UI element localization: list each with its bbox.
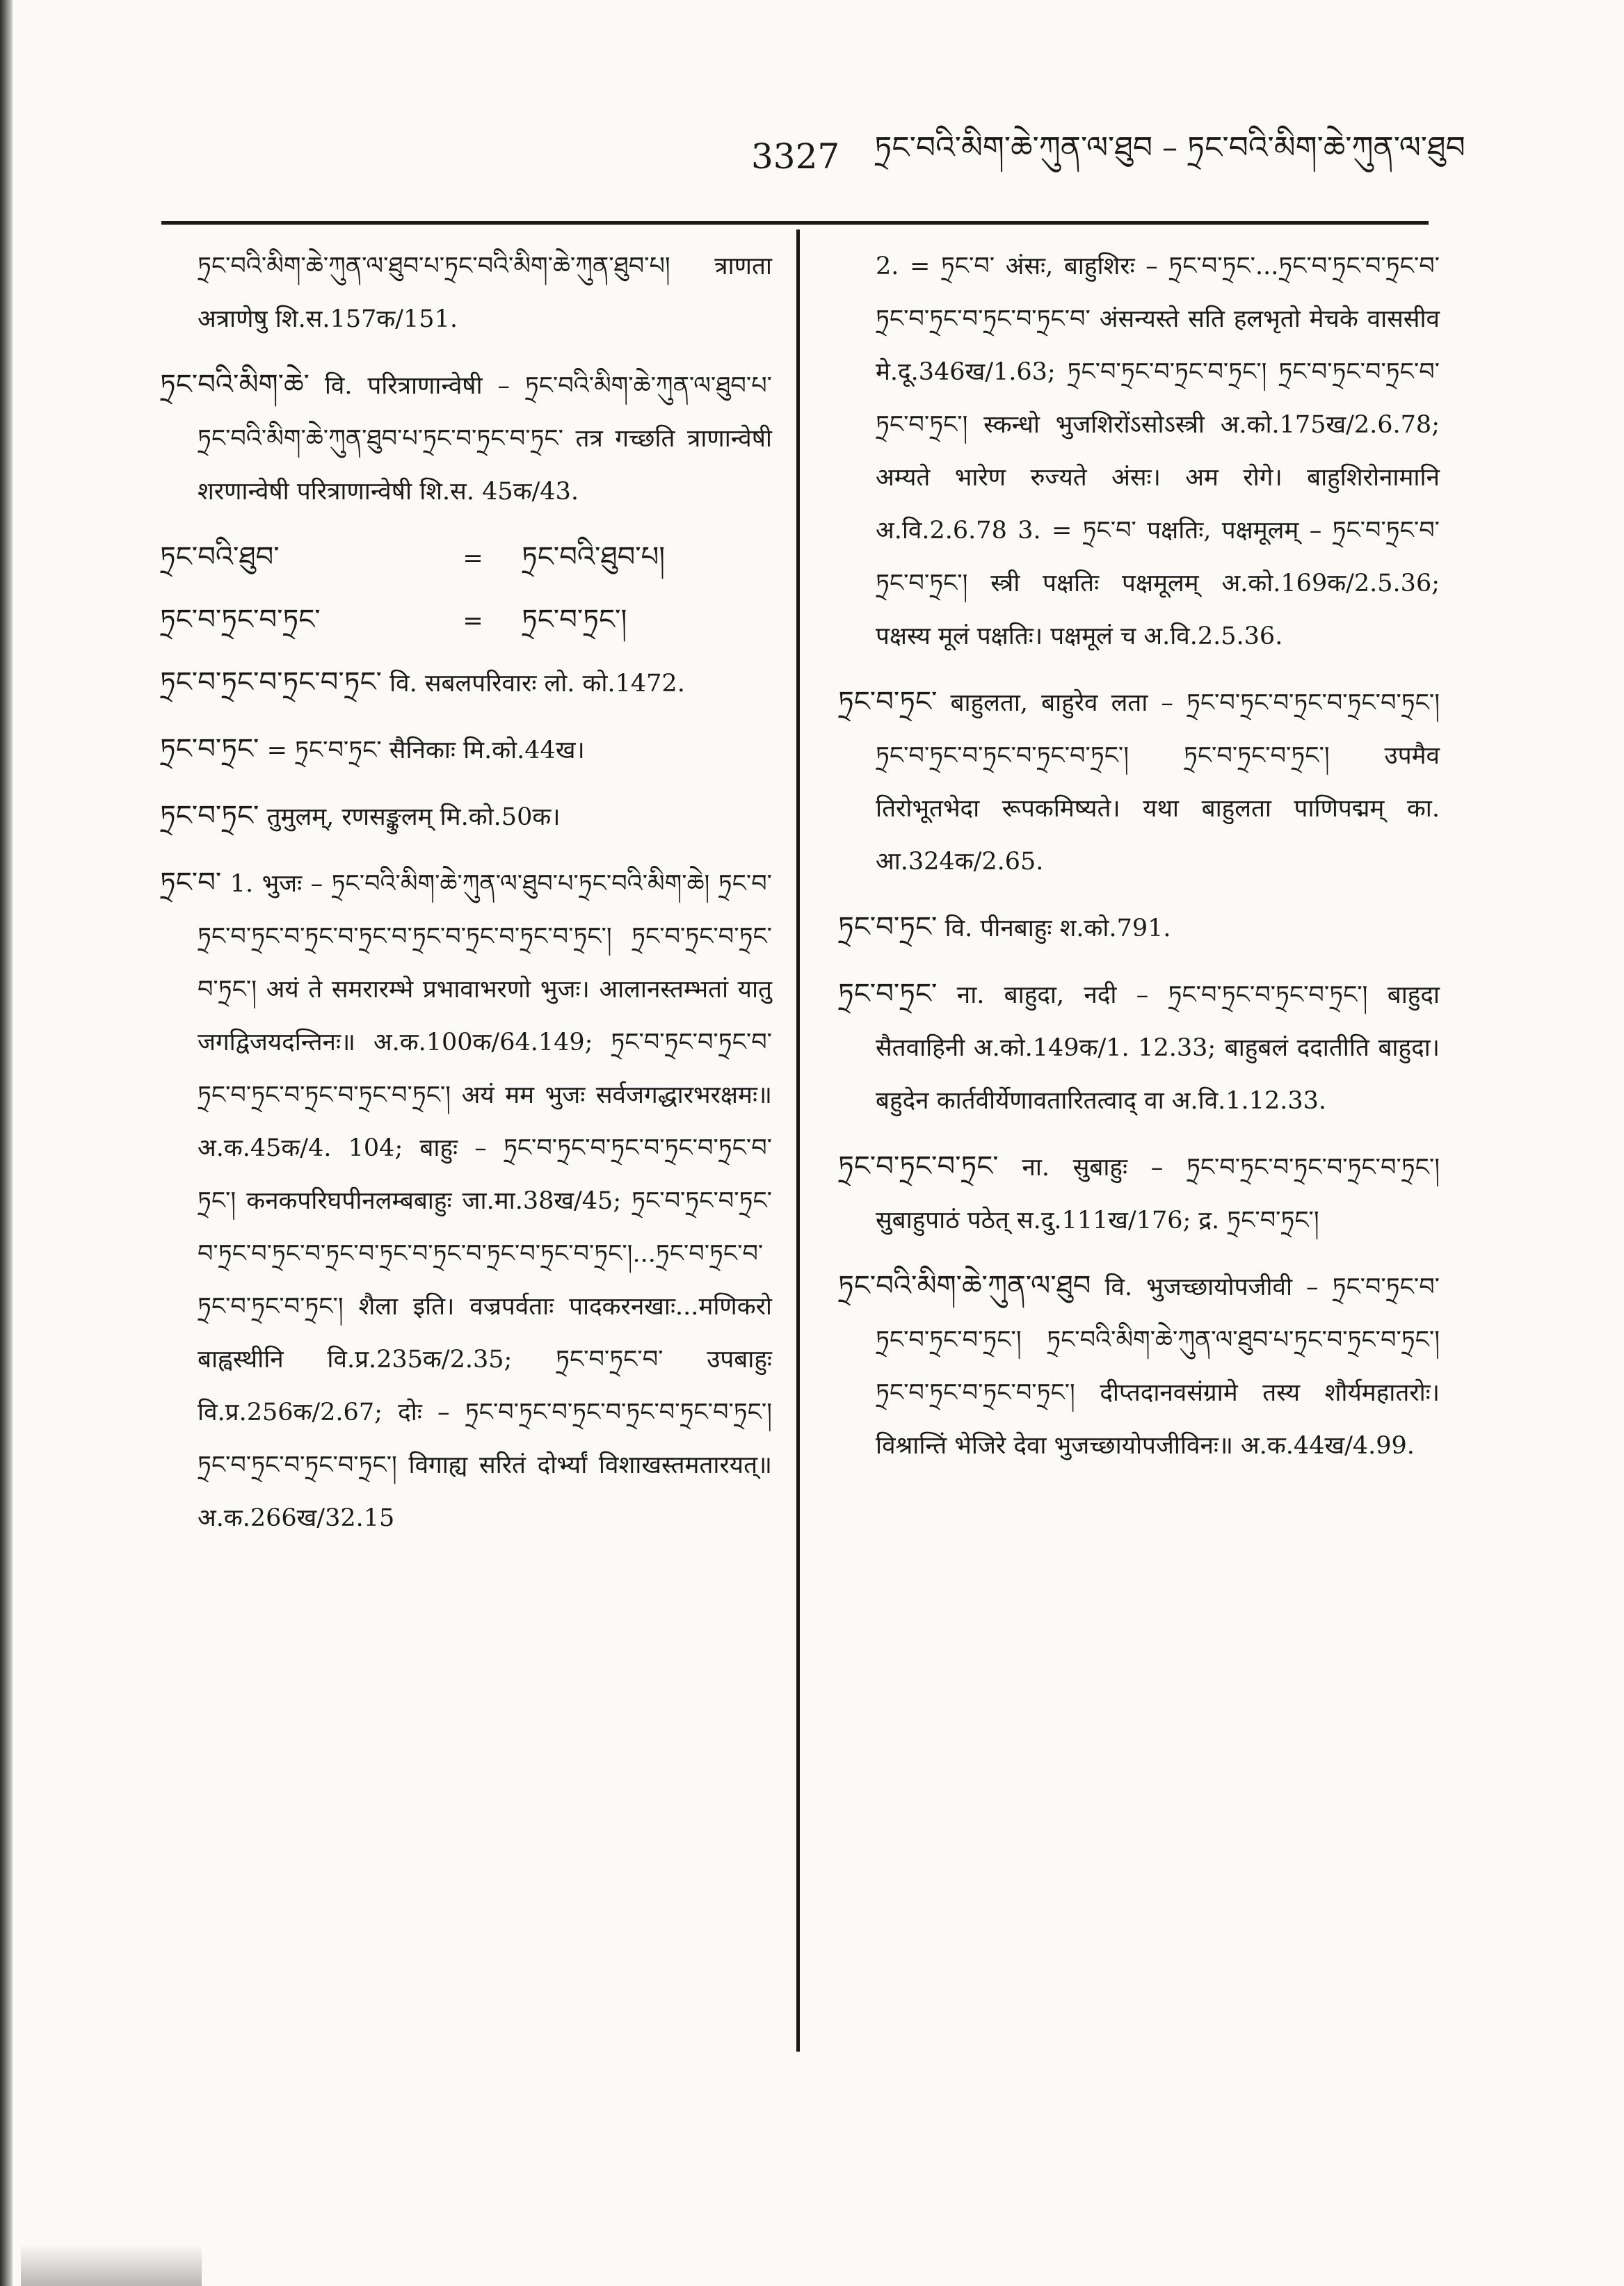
dictionary-entry [160, 723, 772, 777]
page-header [751, 129, 1465, 184]
entry-body: 1. भुजः – ཏྲང་བའི་མིག་ཆེ་ཀུན་ལ་ཐུབ་པ་ཏྲང་བའི་མིག་ཆེ། ཏྲང་བ་ཏྲང་བ་ཏྲང་བ་ཏྲང་བ་ཏྲང་བ་ཏྲང་བ་ཏྲང་བ་ཏྲང་བ་ཏྲང་། ཏྲང་བ་ཏྲང་བ་ཏྲང་བ་ཏྲང་། अयं ते समरारम्भे प्रभावाभरणो भुजः। आलानस्तम्भतां यातु जगद्विजयदन्तिनः॥ अ.क.100क/64.149; ཏྲང་བ་ཏྲང་བ་ཏྲང་བ་ཏྲང་བ་ཏྲང་བ་ཏྲང་བ་ཏྲང་བ་ཏྲང་། अयं मम भुजः सर्वजगद्धारभरक्षमः॥ अ.क.45क/4. 104; बाहुः – ཏྲང་བ་ཏྲང་བ་ཏྲང་བ་ཏྲང་བ་ཏྲང་བ་ཏྲང་། कनकपरिघपीनलम्बबाहुः जा.मा.38ख/45; ཏྲང་བ་ཏྲང་བ་ཏྲང་བ་ཏྲང་བ་ཏྲང་བ་ཏྲང་བ་ཏྲང་བ་ཏྲང་བ་ཏྲང་བ་ཏྲང་བ་ཏྲང་།...ཏྲང་བ་ཏྲང་བ་ཏྲང་བ་ཏྲང་བ་ཏྲང་། शैला इति। वज्रपर्वताः पादकरनखाः...मणिकरो बाह्वस्थीनि वि.प्र.235क/2.35; ཏྲང་བ་ཏྲང་བ་ उपबाहुः वि.प्र.256क/2.67; दोः – ཏྲང་བ་ཏྲང་བ་ཏྲང་བ་ཏྲང་བ་ཏྲང་བ་ཏྲང་། ཏྲང་བ་ཏྲང་བ་ཏྲང་བ་ཏྲང་། विगाह्य सरितं दोर्भ्यां विशाखस्तमतारयत्॥ अ.क.266ख/32.15 [198, 870, 772, 1532]
equals-sign: = [463, 545, 483, 572]
entry-headword: ཏྲང་བ་ཏྲང་བ་ཏྲང་ [838, 1150, 999, 1182]
entry-headword: ཏྲང་བ་ཏྲང་ [160, 733, 259, 765]
scan-artifact [21, 2244, 202, 2286]
page-number: 3327 [751, 136, 840, 177]
dictionary-entry [838, 967, 1440, 1127]
dictionary-entry [838, 1259, 1440, 1472]
continued-entry: 2. = ཏྲང་བ་ अंसः, बाहुशिरः – ཏྲང་བ་ཏྲང་...ཏྲང་བ་ཏྲང་བ་ཏྲང་བ་ཏྲང་བ་ཏྲང་བ་ཏྲང་བ་ཏྲང་བ་ अंसन्यस्ते सति हलभृतो मेचके वाससीव मे.दू.346ख/1.63; ཏྲང་བ་ཏྲང་བ་ཏྲང་བ་ཏྲང་། ཏྲང་བ་ཏྲང་བ་ཏྲང་བ་ཏྲང་བ་ཏྲང་། स्कन्धो भुजशिरोंऽसोऽस्त्री अ.को.175ख/2.6.78; अम्यते भारेण रुज्यते अंसः। अम रोगे। बाहुशिरोनामानि अ.वि.2.6.78 3. = ཏྲང་བ་ पक्षतिः, पक्षमूलम् – ཏྲང་བ་ཏྲང་བ་ཏྲང་བ་ཏྲང་། स्त्री पक्षतिः पक्षमूलम् अ.को.169क/2.5.36; पक्षस्य मूलं पक्षतिः। पक्षमूलं च अ.वि.2.5.36. [876, 252, 1440, 650]
entry-headword: ཏྲང་བའི་མིག་ཆེ་ [160, 369, 309, 401]
dictionary-entry [838, 901, 1440, 955]
cross-reference-target: ཏྲང་བ་ཏྲང་། [522, 604, 627, 636]
cross-reference-target: ཏྲང་བའི་ཐུབ་པ། [522, 541, 666, 573]
running-head: ཏྲང་བའི་མིག་ཆེ་ཀུན་ལ་ཐུབ – ཏྲང་བའི་མིག་ཆེ་ཀུན་ལ་ཐུབ [874, 130, 1465, 166]
entry-headword: ཏྲང་བ་ [160, 867, 222, 899]
dictionary-entry [160, 856, 772, 1545]
entry-headword: ཏྲང་བ་ཏྲང་ [838, 978, 938, 1010]
entry-headword: ཏྲང་བ་ཏྲང་ [838, 911, 938, 943]
dictionary-entry [160, 789, 772, 844]
dictionary-entry [838, 1140, 1440, 1247]
dictionary-entry [160, 358, 772, 518]
column-divider [796, 230, 800, 2052]
cross-reference [160, 593, 772, 647]
entry-headword: ཏྲང་བ་ཏྲང་ [838, 686, 938, 718]
dictionary-entry [838, 675, 1440, 888]
entry-body: वि. सबलपरिवारः लो. को.1472. [389, 670, 685, 698]
entry-body: ना. सुबाहुः – ཏྲང་བ་ཏྲང་བ་ཏྲང་བ་ཏྲང་བ་ཏྲང་། सुबाहुपाठं पठेत् स.दु.111ख/176; द्र. ཏྲང་བ་ཏྲང་། [876, 1154, 1440, 1234]
entry-headword: ཏྲང་བའི་མིག་ཆེ་ཀུན་ལ་ཐུབ [838, 1270, 1091, 1302]
entry-body: तुमुलम्, रणसङ्कुलम् मि.को.50क। [266, 803, 561, 831]
header-rule [161, 221, 1429, 225]
entry-headword: ཏྲང་བ་ཏྲང་བ་ཏྲང་བ་ཏྲང་ [160, 666, 382, 698]
cross-reference [160, 531, 772, 585]
entry-body: बाहुलता, बाहुरेव लता – ཏྲང་བ་ཏྲང་བ་ཏྲང་བ་ཏྲང་བ་ཏྲང་། ཏྲང་བ་ཏྲང་བ་ཏྲང་བ་ཏྲང་བ་ཏྲང་། ཏྲང་བ་ཏྲང་བ་ཏྲང་། उपमैव तिरोभूतभेदा रूपकमिष्यते। यथा बाहुलता पाणिपद्मम् का. आ.324क/2.65. [876, 689, 1440, 876]
entry-body: वि. पीनबाहुः श.को.791. [944, 915, 1171, 942]
equals-sign: = [463, 607, 483, 635]
entry-body: वि. भुजच्छायोपजीवी – ཏྲང་བ་ཏྲང་བ་ཏྲང་བ་ཏྲང་བ་ཏྲང་། ཏྲང་བའི་མིག་ཆེ་ཀུན་ལ་ཐུབ་པ་ཏྲང་བ་ཏྲང་བ་ཏྲང་། ཏྲང་བ་ཏྲང་བ་ཏྲང་བ་ཏྲང་། दीप्तदानवसंग्रामे तस्य शौर्यमहातरोः। विश्रान्तिं भेजिरे देवा भुजच्छायोपजीविनः॥ अ.क.44ख/4.99. [876, 1273, 1440, 1460]
left-column [160, 240, 772, 1557]
right-column [838, 240, 1440, 1485]
entry-headword: ཏྲང་བ་ཏྲང་ [160, 800, 259, 832]
entry-headword: ཏྲང་བའི་ཐུབ་ [160, 541, 280, 573]
entry-body: वि. परित्राणान्वेषी – ཏྲང་བའི་མིག་ཆེ་ཀུན་ལ་ཐུབ་པ་ཏྲང་བའི་མིག་ཆེ་ཀུན་ཐུབ་པ་ཏྲང་བ་ཏྲང་བ་ཏྲང་ तत्र गच्छति त्राणान्वेषी शरणान्वेषी परित्राणान्वेषी शि.स. 45क/43. [198, 372, 772, 506]
entry-headword: ཏྲང་བ་ཏྲང་བ་ཏྲང་ [160, 604, 321, 636]
entry-body: = ཏྲང་བ་ཏྲང་ सैनिकाः मि.को.44ख। [266, 736, 585, 764]
scan-edge-shadow [0, 0, 13, 2286]
continued-entry: ཏྲང་བའི་མིག་ཆེ་ཀུན་ལ་ཐུབ་པ་ཏྲང་བའི་མིག་ཆེ་ཀུན་ཐུབ་པ། त्राणता अत्राणेषु शि.स.157क/151. [198, 252, 772, 333]
dictionary-entry [160, 656, 772, 710]
entry-body: ना. बाहुदा, नदी – ཏྲང་བ་ཏྲང་བ་ཏྲང་བ་ཏྲང་། बाहुदा सैतवाहिनी अ.को.149क/1. 12.33; बाहुबलं ददातीति बाहुदा। बहुदेन कार्तवीर्येणावतारितत्वाद् वा अ.वि.1.12.33. [876, 981, 1440, 1115]
